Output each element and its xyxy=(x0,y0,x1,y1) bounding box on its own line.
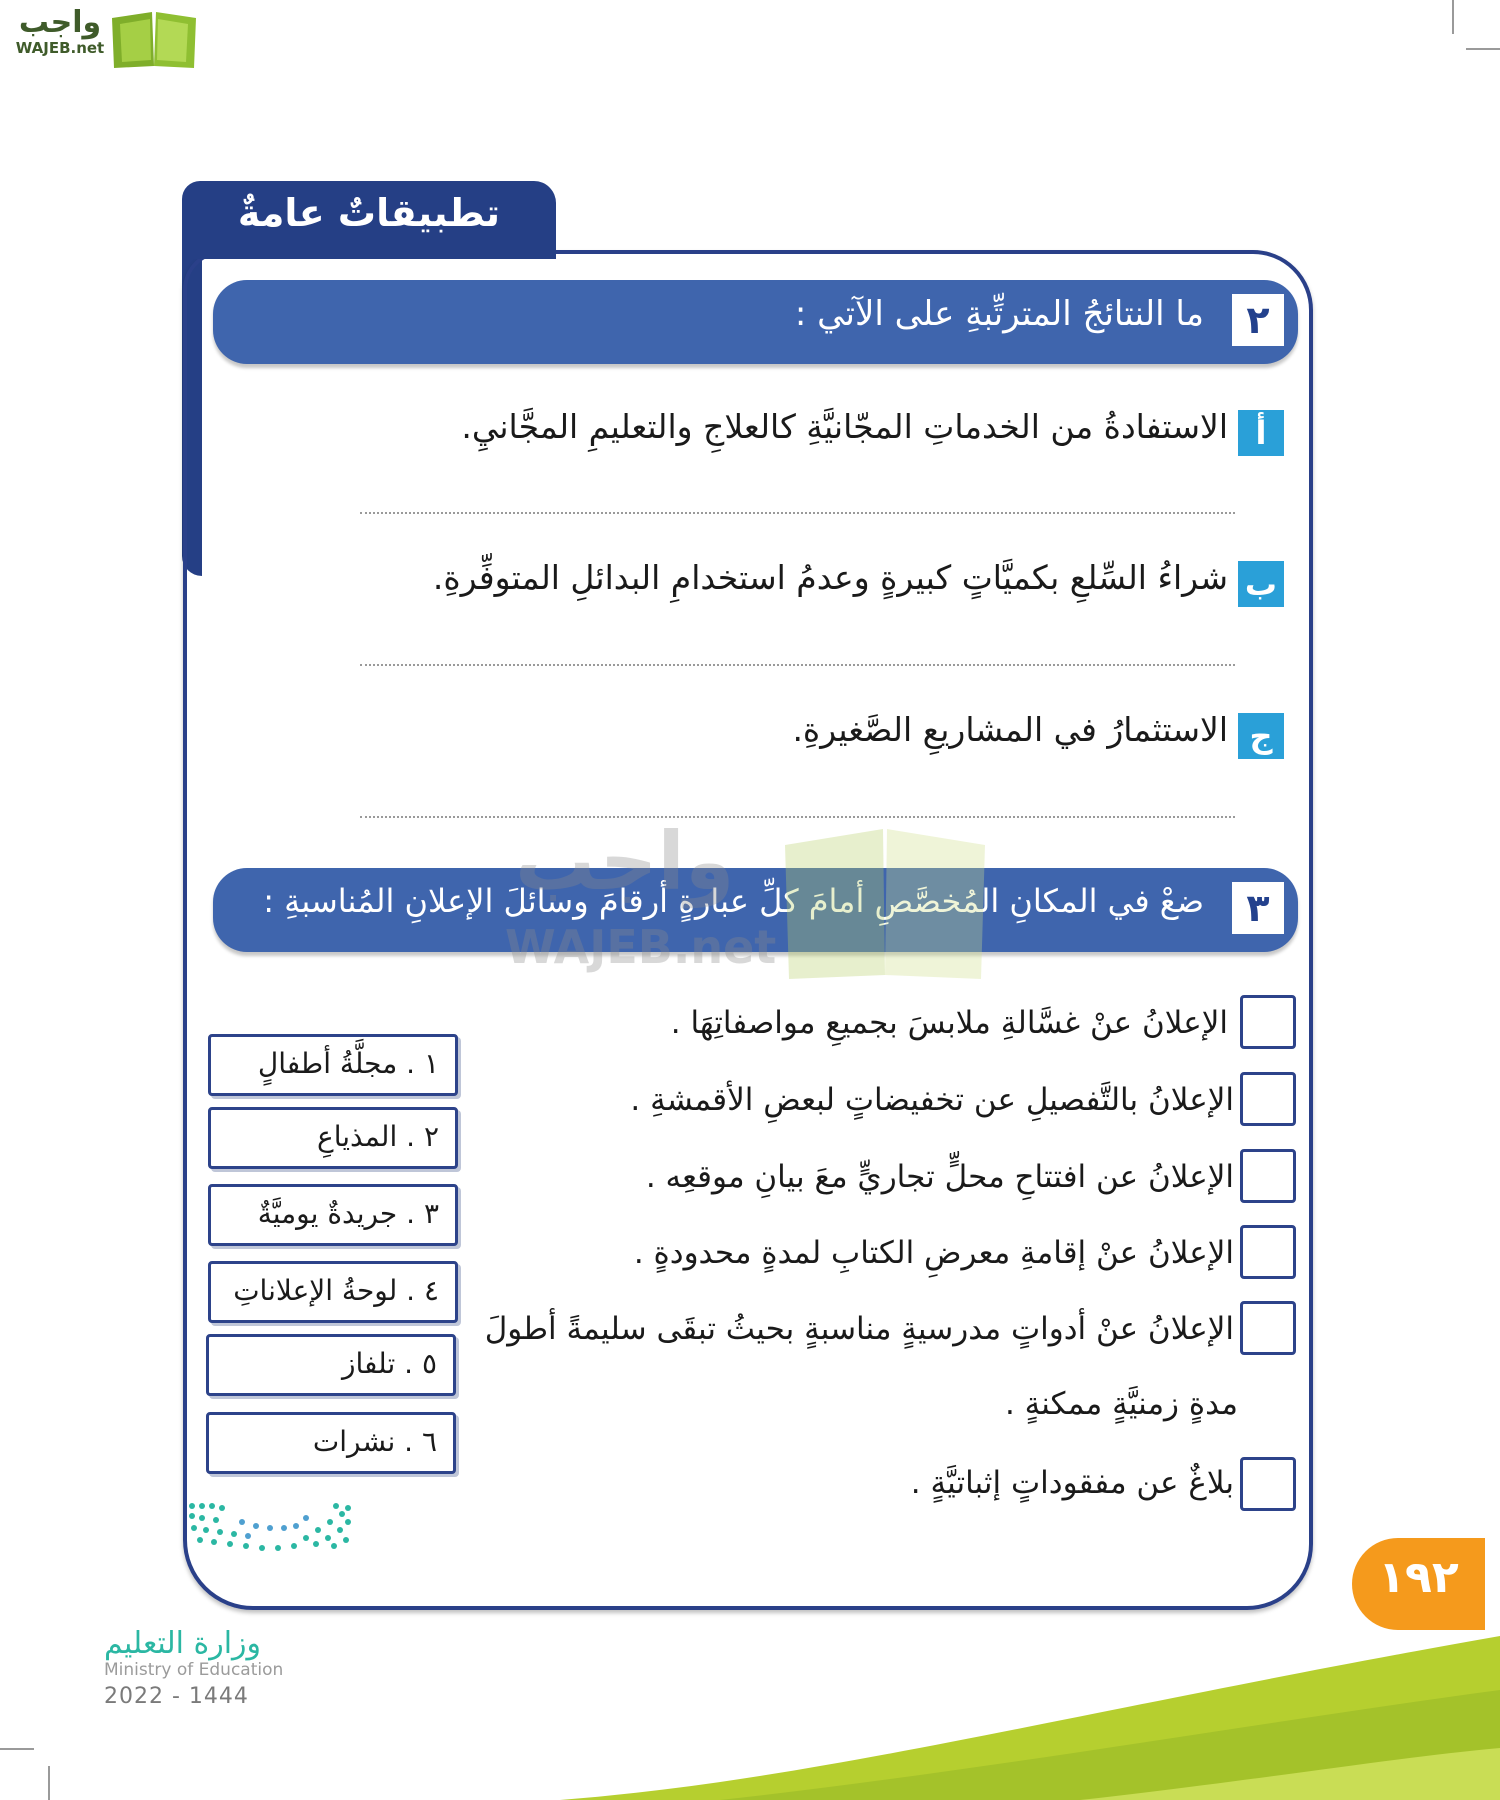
media-option-5-label: ٥ . تلفاز xyxy=(341,1347,437,1380)
media-option-4 xyxy=(208,1261,458,1323)
crop-mark xyxy=(48,1766,50,1800)
item-a-text: الاستفادةُ من الخدماتِ المجّانيَّةِ كالعلاجِ والتعليمِ المجَّانيِ. xyxy=(461,407,1228,446)
statement-5-continuation: مدةٍ زمنيَّةٍ ممكنةٍ . xyxy=(1004,1386,1238,1422)
book-icon xyxy=(108,8,200,70)
statement-3: الإعلانُ عن افتتاحِ محلٍّ تجاريٍّ معَ بيانِ موقعِه . xyxy=(645,1159,1234,1195)
item-b-text: شراءُ السِّلعِ بكميَّاتٍ كبيرةٍ وعدمُ استخدامِ البدائلِ المتوفِّرةِ. xyxy=(432,558,1228,597)
vision-dots-decoration xyxy=(186,1500,356,1560)
statement-2: الإعلانُ بالتَّفصيلِ عن تخفيضاتٍ لبعضِ الأقمشةِ . xyxy=(630,1082,1234,1118)
logo-text xyxy=(10,6,110,56)
crop-mark xyxy=(1466,48,1500,50)
section-title: تطبيقاتٌ عامةٌ xyxy=(237,191,500,235)
logo-brand-en: WAJEB.net xyxy=(15,39,105,57)
media-option-5 xyxy=(206,1334,456,1396)
logo-brand-ar: واجب xyxy=(18,5,102,40)
media-option-3 xyxy=(208,1184,458,1246)
watermark-book-icon xyxy=(775,815,995,985)
page-number-badge xyxy=(1352,1538,1485,1630)
page-number: ١٩٢ xyxy=(1378,1552,1459,1603)
ministry-name-ar: وزارة التعليم xyxy=(104,1626,262,1661)
wajeb-logo[interactable] xyxy=(10,6,190,68)
statement-5: الإعلانُ عنْ أدواتٍ مدرسيةٍ مناسبةٍ بحيثُ تبقَى سليمةً أطولَ xyxy=(484,1311,1234,1347)
answer-box-3[interactable] xyxy=(1240,1149,1296,1203)
answer-box-2[interactable] xyxy=(1240,1072,1296,1126)
item-a-letter: أ xyxy=(1238,410,1284,456)
answer-line-b[interactable] xyxy=(360,664,1235,666)
media-option-2 xyxy=(208,1107,458,1169)
item-c-letter: ج xyxy=(1238,713,1284,759)
answer-box-6[interactable] xyxy=(1240,1457,1296,1511)
answer-box-5[interactable] xyxy=(1240,1301,1296,1355)
media-option-6-label: ٦ . نشرات xyxy=(312,1425,437,1458)
green-wave-decoration xyxy=(560,1630,1500,1800)
section-tab xyxy=(182,181,556,259)
answer-box-4[interactable] xyxy=(1240,1225,1296,1279)
ministry-year: 2022 - 1444 xyxy=(104,1684,249,1709)
question-3-prompt: ضعْ في المكانِ المُخصَّصِ أمامَ كلِّ عبارةٍ أرقامَ وسائلَ الإعلانِ المُناسبةِ : xyxy=(263,882,1204,920)
media-option-4-label: ٤ . لوحةُ الإعلاناتِ xyxy=(233,1274,439,1307)
question-2-bar xyxy=(213,280,1298,364)
ministry-name-en: Ministry of Education xyxy=(104,1660,284,1680)
crop-mark xyxy=(0,1748,34,1750)
item-b-letter: ب xyxy=(1238,561,1284,607)
answer-line-a[interactable] xyxy=(360,512,1235,514)
crop-mark xyxy=(1452,0,1454,34)
statement-4: الإعلانُ عنْ إقامةِ معرضِ الكتابِ لمدةٍ محدودةٍ . xyxy=(633,1235,1234,1271)
media-option-3-label: ٣ . جريدةٌ يوميَّةٌ xyxy=(257,1197,439,1230)
watermark-text-ar: واجب xyxy=(515,815,735,908)
media-option-2-label: ٢ . المذياعِ xyxy=(317,1120,439,1153)
question-3-number: ٣ xyxy=(1232,882,1284,934)
statement-1: الإعلانُ عنْ غسَّالةِ ملابسَ بجميعِ مواصفاتِهَا . xyxy=(670,1005,1228,1041)
answer-box-1[interactable] xyxy=(1240,995,1296,1049)
item-c-text: الاستثمارُ في المشاريعِ الصَّغيرةِ. xyxy=(792,710,1228,749)
media-option-1-label: ١ . مجلَّةُ أطفالٍ xyxy=(257,1047,439,1080)
wajeb-watermark xyxy=(505,815,1005,995)
media-option-1 xyxy=(208,1034,458,1096)
watermark-text-en: WAJEB.net xyxy=(505,920,777,974)
statement-6: بلاغٌ عن مفقوداتٍ إثباتيَّةٍ . xyxy=(910,1465,1234,1501)
question-2-prompt: ما النتائجُ المترتِّبةِ على الآتي : xyxy=(794,294,1204,334)
media-option-6 xyxy=(206,1412,456,1474)
question-2-number: ٢ xyxy=(1232,294,1284,346)
